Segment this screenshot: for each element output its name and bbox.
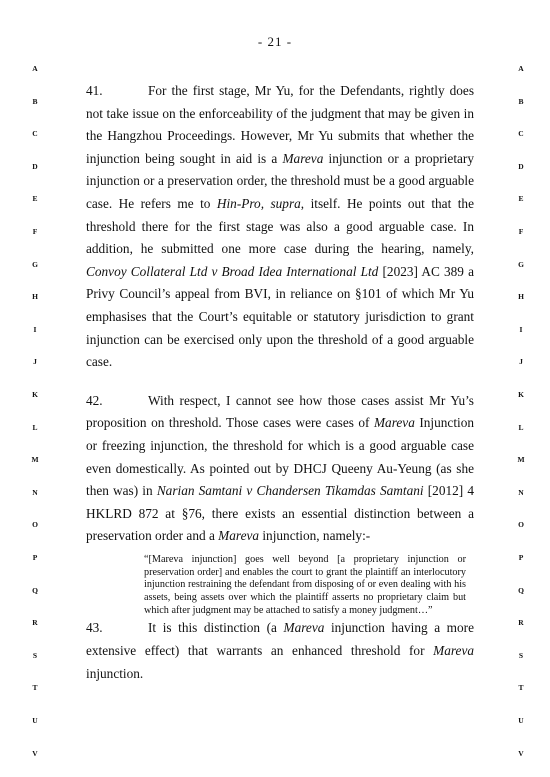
paragraph-42: 42. With respect, I cannot see how those cases assist Mr Yu’s proposition on threshold. Those cases were cases of Mareva Injunction or freezing injunction, the threshold for which is a good arguable case even domestically. As pointed out by DHCJ Queeny Au-Yeung (as she then was) in Narian Samtani v Chandersen Tikamdas Samtani [2012] 4 HKLRD 872 at §76, there exists an essential distinction between a preservation order and a Mareva injunction, namely:- <box>86 390 474 548</box>
margin-letter-left: L <box>32 422 38 432</box>
margin-letter-left: B <box>32 96 38 106</box>
page-number: - 21 - <box>257 34 293 49</box>
margin-letter-left: G <box>32 259 38 269</box>
margin-letter-right: O <box>518 520 524 530</box>
margin-letter-right: M <box>517 455 525 465</box>
margin-letter-left: J <box>33 357 37 367</box>
case-name: Convoy Collateral Ltd v Broad Idea International Ltd <box>86 263 379 279</box>
case-term: Mareva <box>218 528 260 544</box>
margin-letter-right: D <box>518 161 524 171</box>
margin-letter-left: Q <box>32 585 38 595</box>
margin-letter-right: V <box>518 748 524 758</box>
margin-letter-right: P <box>518 553 524 562</box>
margin-letter-right: U <box>518 716 524 725</box>
margin-letter-left: N <box>32 487 38 497</box>
margin-letter-left: P <box>32 553 38 562</box>
paragraph-number: 43. <box>86 620 103 636</box>
paragraph-41: 41. For the first stage, Mr Yu, for the Defendants, rightly does not take issue on the enforceability of the judgment that may be given in the Hangzhou Proceedings. However, Mr Yu submits that whether the injunction being sought in aid is a Mareva injunction or a proprietary injunction or a preservation order, the threshold must be a good arguable case. He refers me to Hin-Pro, supra, itself. He points out that the threshold there for the first stage was also a good arguable case. In addition, he submitted one more case during the hearing, namely, Convoy Collateral Ltd v Broad Idea International Ltd [2023] AC 389 a Privy Council’s appeal from BVI, in reliance on §101 of which Mr Yu emphasises that the Court’s equitable or statutory jurisdiction to grant injunction can be exercised only upon the threshold of a good arguable case. <box>86 80 474 374</box>
paragraph-43: 43. It is this distinction (a Mareva injunction having a more extensive effect) that warrants an enhanced threshold for Mareva injunction. <box>86 617 474 685</box>
margin-letter-left: H <box>32 292 38 302</box>
margin-letter-left: I <box>33 324 37 334</box>
margin-letter-right: L <box>518 422 524 432</box>
margin-letter-left: D <box>32 161 38 171</box>
margin-letter-left: U <box>32 716 38 725</box>
margin-letter-right: I <box>519 324 523 334</box>
margin-letter-left: C <box>32 129 38 139</box>
margin-letter-right: F <box>518 227 524 236</box>
margin-letter-left: F <box>32 227 38 236</box>
margin-letter-left: K <box>32 390 38 399</box>
margin-letter-right: H <box>518 292 524 302</box>
judgment-body <box>86 80 474 685</box>
case-term: Mareva <box>373 415 415 431</box>
margin-letter-left: V <box>32 748 38 758</box>
case-term: Mareva <box>433 642 474 658</box>
case-name: Narian Samtani v Chandersen Tikamdas Samtani <box>156 483 424 499</box>
case-name: Hin-Pro, supra <box>216 195 301 211</box>
margin-letter-left: O <box>32 520 38 530</box>
case-term: Mareva <box>283 620 325 636</box>
margin-letter-left: S <box>32 650 38 660</box>
margin-letter-right: B <box>518 96 524 106</box>
paragraph-number: 42. <box>86 392 103 408</box>
margin-letter-right: Q <box>518 585 524 595</box>
paragraph-number: 41. <box>86 83 103 98</box>
margin-letter-left: R <box>32 618 38 628</box>
margin-letter-left: A <box>32 64 38 73</box>
margin-letter-right: J <box>519 357 523 367</box>
margin-letter-right: N <box>518 487 524 497</box>
margin-letter-right: K <box>518 390 524 399</box>
block-quote: “[Mareva injunction] goes well beyond [a proprietary injunction or preservation order] and enables the court to grant the plaintiff an interlocutory injunction restraining the defendant from disposing of or even dealing with his assets, being assets over which the plaintiff asserts no proprietary claim but which after judgment may be attached to satisfy a money judgment…” <box>144 553 466 616</box>
margin-letter-right: A <box>518 64 524 73</box>
margin-letter-right: C <box>518 129 524 139</box>
margin-letter-right: E <box>518 194 524 204</box>
case-term: Mareva <box>282 150 324 166</box>
margin-letter-left: E <box>32 194 38 204</box>
margin-letter-right: R <box>518 618 524 628</box>
margin-letter-right: T <box>518 683 524 693</box>
margin-letter-left: M <box>31 455 39 465</box>
margin-letter-right: S <box>518 650 524 660</box>
margin-letter-right: G <box>518 259 524 269</box>
margin-letter-left: T <box>32 683 38 693</box>
